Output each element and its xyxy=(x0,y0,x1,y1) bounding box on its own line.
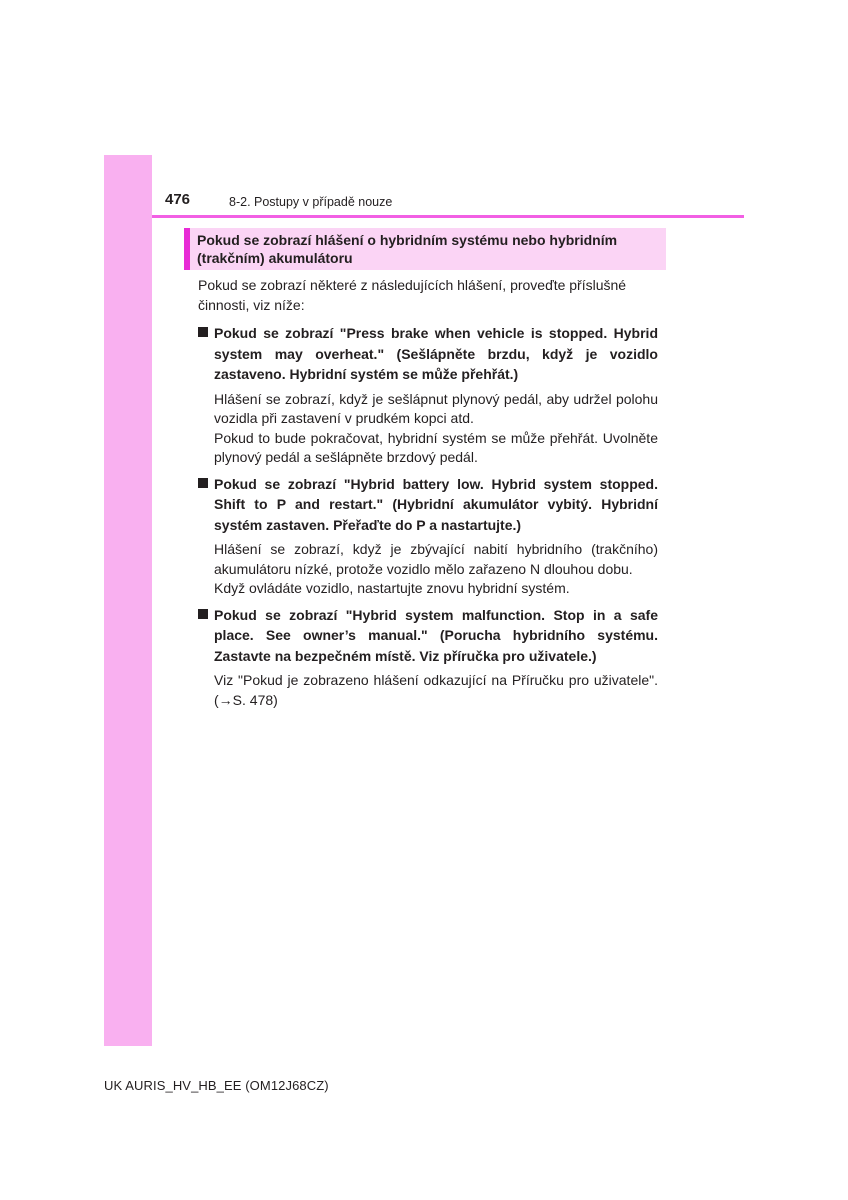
heading-text: Pokud se zobrazí hlášení o hybridním systému nebo hybridním (trakčním) akumulátoru xyxy=(197,232,618,266)
header-divider xyxy=(152,215,744,218)
square-bullet-icon xyxy=(198,327,208,337)
subsection-heading xyxy=(184,228,666,270)
description-line: Pokud to bude pokračovat, hybridní systém se může přehřát. Uvolněte plynový pedál a sešlápněte brzdový pedál. xyxy=(214,429,658,465)
message-description xyxy=(214,671,658,710)
document-footer: UK AURIS_HV_HB_EE (OM12J68CZ) xyxy=(104,1078,329,1093)
message-description xyxy=(214,390,658,468)
heading-accent-bar xyxy=(184,228,190,270)
intro-paragraph: Pokud se zobrazí některé z následujících hlášení, proveďte příslušné činnosti, viz níže: xyxy=(198,277,627,313)
message-title: Pokud se zobrazí "Press brake when vehicle is stopped. Hybrid system may overheat." (Sešlápněte brzdu, když je vozidlo zastaveno. Hybridní systém se může přehřát.) xyxy=(214,325,658,382)
chapter-side-tab xyxy=(104,155,152,1046)
description-line: Když ovládáte vozidlo, nastartujte znovu hybridní systém. xyxy=(214,580,570,596)
square-bullet-icon xyxy=(198,478,208,488)
section-title: 8-2. Postupy v případě nouze xyxy=(229,195,393,209)
message-title: Pokud se zobrazí "Hybrid battery low. Hybrid system stopped. Shift to P and restart." (Hybridní akumulátor vybitý. Hybridní systém zastaven. Přeřaďte do P a nastartujte.) xyxy=(214,475,658,533)
description-line: Hlášení se zobrazí, když je sešlápnut plynový pedál, aby udržel polohu vozidla při zastavení v prudkém kopci atd. xyxy=(214,390,658,426)
message-item xyxy=(198,323,658,468)
message-description xyxy=(214,540,658,599)
page-number: 476 xyxy=(165,191,191,208)
message-title: Pokud se zobrazí "Hybrid system malfunction. Stop in a safe place. See owner’s manual." (Porucha hybridního systému. Zastavte na bezpečném místě. Viz příručka pro uživatele.) xyxy=(214,606,658,664)
message-item xyxy=(198,474,658,599)
message-item xyxy=(198,605,658,711)
square-bullet-icon xyxy=(198,609,208,619)
page-reference-link[interactable]: Viz "Pokud je zobrazeno hlášení odkazující na Příručku pro uživatele". (→S. 478) xyxy=(214,672,658,708)
description-line: Hlášení se zobrazí, když je zbývající nabití hybridního (trakčního) akumulátoru nízké, protože vozidlo mělo zařazeno N dlouhou dobu. xyxy=(214,541,658,577)
content-body xyxy=(198,275,658,716)
